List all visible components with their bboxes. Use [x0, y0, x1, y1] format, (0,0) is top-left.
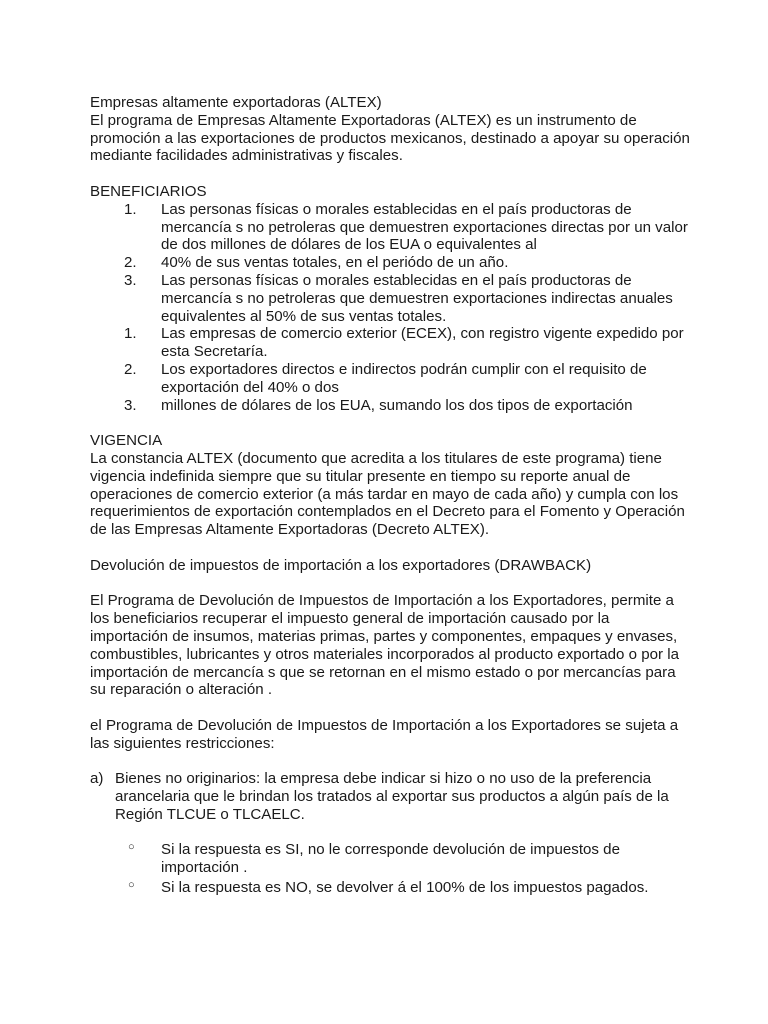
- list-text: Las empresas de comercio exterior (ECEX), con registro vigente expedido por esta Secretaría.: [161, 325, 684, 361]
- document-body: [90, 94, 690, 899]
- drawback-paragraph-2: el Programa de Devolución de Impuestos de Importación a los Exportadores se sujeta a las siguientes restricciones:: [90, 716, 679, 752]
- list-text: Bienes no originarios: la empresa debe indicar si hizo o no uso de la preferencia arancelaria que le brindan los tratados al exportar sus productos a algún país de la Región TLCUE o TLCAELC.: [115, 770, 669, 823]
- list-item: [90, 397, 690, 415]
- bullet-item: [90, 841, 690, 877]
- list-text: Las personas físicas o morales establecidas en el país productoras de mercancía s no petroleras que demuestren exportaciones indirectas anuales equivalentes al 50% de sus ventas totales.: [161, 271, 673, 325]
- list-letter: a): [90, 770, 104, 788]
- list-text: Las personas físicas o morales establecidas en el país productoras de mercancía s no petroleras que demuestren exportaciones directas por un valor de dos millones de dólares de los EUA o equivalentes al: [161, 200, 688, 254]
- list-item: [90, 361, 690, 397]
- beneficiarios-list: [90, 201, 690, 415]
- list-item: [90, 325, 690, 361]
- list-number: 3.: [124, 396, 137, 414]
- list-item: [90, 254, 690, 272]
- circle-bullet-icon: ○: [128, 879, 135, 892]
- vigencia-text: La constancia ALTEX (documento que acredita a los titulares de este programa) tiene vigencia indefinida siempre que su titular presente en tiempo su reporte anual de operaciones de comercio exterior (a más tardar en mayo de cada año) y cumpla con los requerimientos de exportación contemplados en el Decreto para el Fomento y Operación de las Empresas Altamente Exportadoras (Decreto ALTEX).: [90, 449, 685, 539]
- response-bullet-list: [90, 841, 690, 896]
- altex-title: Empresas altamente exportadoras (ALTEX): [90, 94, 382, 111]
- vigencia-heading: VIGENCIA: [90, 432, 163, 450]
- circle-bullet-icon: ○: [128, 841, 135, 854]
- restriction-item-a: [90, 770, 690, 823]
- list-number: 2.: [124, 360, 137, 378]
- beneficiarios-heading: BENEFICIARIOS: [90, 182, 207, 200]
- list-number: 1.: [124, 200, 137, 218]
- list-number: 1.: [124, 325, 137, 343]
- list-text: 40% de sus ventas totales, en el periódo de un año.: [161, 254, 509, 272]
- drawback-title: Devolución de impuestos de importación a los exportadores (DRAWBACK): [90, 556, 592, 574]
- altex-intro: El programa de Empresas Altamente Exportadoras (ALTEX) es un instrumento de promoción a las exportaciones de productos mexicanos, destinado a apoyar su operación mediante facilidades administrativas y fiscales.: [90, 111, 690, 165]
- bullet-item: [90, 879, 690, 897]
- list-number: 2.: [124, 254, 137, 272]
- list-item: [90, 201, 690, 254]
- drawback-paragraph-1: El Programa de Devolución de Impuestos de Importación a los Exportadores, permite a los beneficiarios recuperar el impuesto general de importación causado por la importación de insumos, materias primas, partes y componentes, empaques y envases, combustibles, lubricantes y otros materiales incorporados al producto exportado o por la importación de mercancía s que se retornan en el mismo estado o por mercancías para su reparación o alteración .: [90, 592, 679, 699]
- list-item: [90, 272, 690, 325]
- list-text: Los exportadores directos e indirectos podrán cumplir con el requisito de exportación del 40% o dos: [161, 360, 647, 396]
- bullet-text: Si la respuesta es NO, se devolver á el 100% de los impuestos pagados.: [161, 879, 649, 897]
- list-text: millones de dólares de los EUA, sumando los dos tipos de exportación: [161, 396, 633, 414]
- bullet-text: Si la respuesta es SI, no le corresponde devolución de impuestos de importación .: [161, 841, 620, 877]
- list-number: 3.: [124, 271, 137, 289]
